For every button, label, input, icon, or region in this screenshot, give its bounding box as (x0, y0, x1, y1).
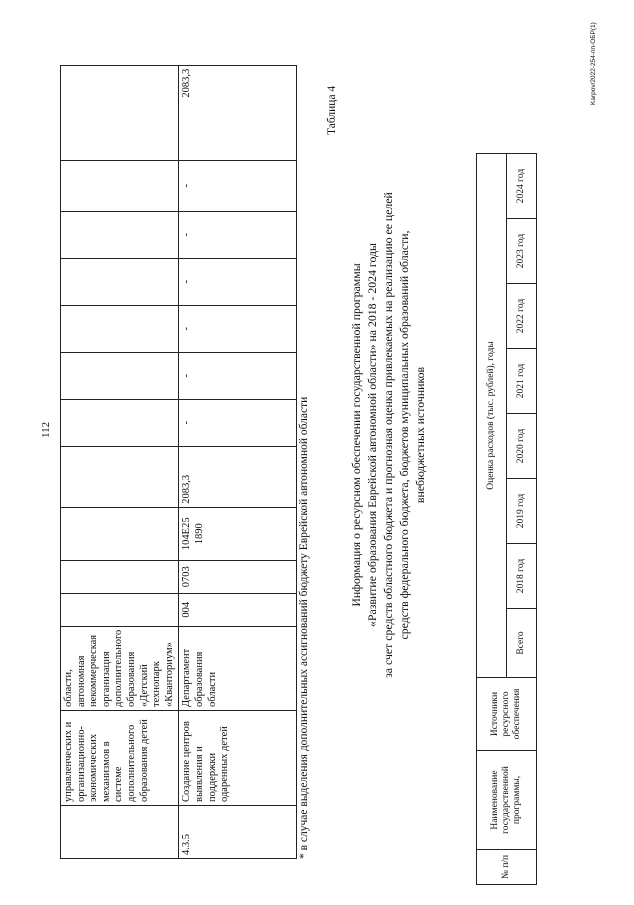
table-row (61, 65, 179, 858)
table4-title (348, 65, 428, 805)
col-year: 2022 год (507, 284, 537, 349)
row-csr: 104E25 1890 (179, 507, 297, 560)
row-grbs: 004 (179, 593, 297, 626)
table-row (179, 65, 297, 858)
title-line: «Развитие образования Еврейской автономной области» на 2018 - 2024 годы (365, 243, 379, 627)
row-value-4: - (179, 258, 297, 305)
row-value-7: 2083,3 (179, 65, 297, 160)
row-name: Создание центров выявления и поддержки одаренных детей (179, 711, 297, 806)
row-value-1: - (179, 399, 297, 446)
table4-label: Таблица 4 (326, 85, 338, 135)
title-line: Информация о ресурсном обеспечении государственной программы (349, 263, 363, 607)
row-rzpr: 0703 (179, 560, 297, 593)
program-table-continuation (60, 65, 297, 859)
col-year: 2018 год (507, 544, 537, 609)
col-source: Источники ресурсного обеспечения (477, 678, 537, 751)
row-executor: Департамент образования области (179, 626, 297, 710)
col-year: 2021 год (507, 349, 537, 414)
footnote: * в случае выделения дополнительных ассигнований бюджету Еврейской автономной области (298, 396, 310, 859)
page-number: 112 (40, 421, 52, 438)
col-year: 2020 год (507, 414, 537, 479)
title-line: средств федерального бюджета, бюджетов муниципальных образований области, (397, 230, 411, 640)
row-value-2: - (179, 352, 297, 399)
title-line: за счет средств областного бюджета и прогнозная оценка привлекаемых на реализацию ее целей (381, 192, 395, 678)
col-year: 2023 год (507, 219, 537, 284)
row-value-6: - (179, 160, 297, 211)
row-value-5: - (179, 211, 297, 258)
col-name: Наименование государственной программы, (477, 751, 537, 850)
col-year: 2019 год (507, 479, 537, 544)
col-total: Всего (507, 609, 537, 678)
footer-code: Karpov/2022-254-пп-ОБР(1) (590, 22, 597, 105)
table4-header (476, 153, 537, 885)
col-num: № п/п (477, 850, 537, 885)
row-value-3: - (179, 305, 297, 352)
row-name-continuation: управленческих и организационно-экономических механизмов в системе дополнительного образования детей (61, 711, 179, 806)
col-year: 2024 год (507, 154, 537, 219)
title-line: внебюджетных источников (413, 366, 427, 504)
table-row (477, 154, 507, 885)
col-estimate: Оценка расходов (тыс. рублей), годы (477, 154, 507, 678)
row-number: 4.3.5 (179, 806, 297, 859)
row-executor-continuation: области, автономная некоммерческая организация дополнительного образования «Детский технопарк «Кванториум» (61, 626, 179, 710)
row-value-0: 2083,3 (179, 446, 297, 507)
